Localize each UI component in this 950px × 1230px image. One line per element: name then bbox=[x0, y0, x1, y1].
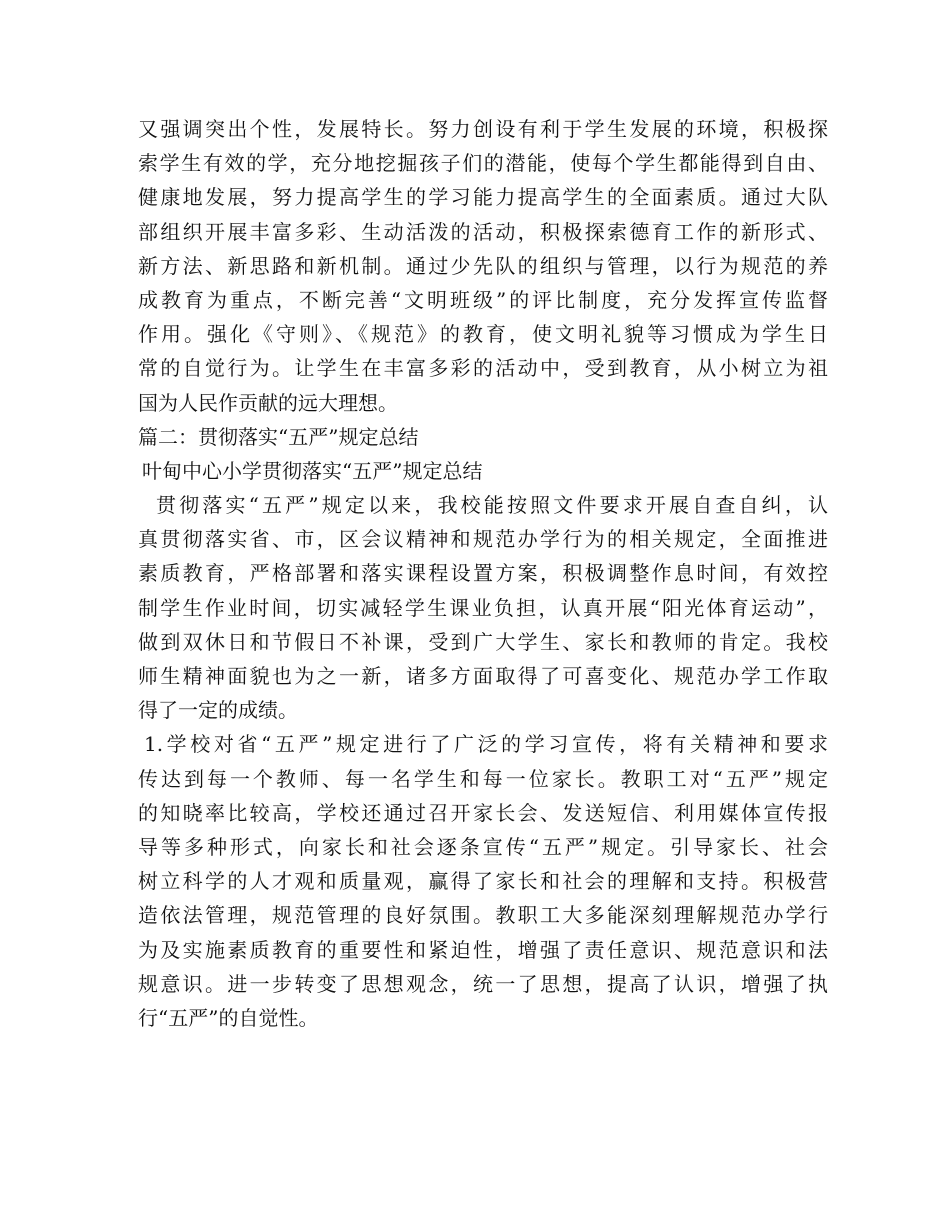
text-line: 导等多种形式，向家长和社会逐条宣传“五严”规定。引导家长、社会 bbox=[138, 834, 828, 859]
text-line: 传达到每一个教师、每一名学生和每一位家长。教职工对“五严”规定 bbox=[138, 766, 828, 791]
text-line: 素质教育，严格部署和落实课程设置方案，积极调整作息时间，有效控 bbox=[138, 561, 828, 586]
text-line: 贯彻落实“五严”规定以来，我校能按照文件要求开展自查自纠，认 bbox=[156, 493, 828, 518]
text-line: 得了一定的成绩。 bbox=[138, 698, 298, 723]
text-line: 1.学校对省“五严”规定进行了广泛的学习宣传，将有关精神和要求 bbox=[144, 732, 828, 757]
text-line: 成教育为重点，不断完善“文明班级”的评比制度，充分发挥宣传监督 bbox=[138, 287, 828, 312]
text-line: 健康地发展，努力提高学生的学习能力提高学生的全面素质。通过大队 bbox=[138, 185, 828, 210]
text-line: 新方法、新思路和新机制。通过少先队的组织与管理，以行为规范的养 bbox=[138, 253, 828, 278]
text-line: 行“五严”的自觉性。 bbox=[138, 1005, 319, 1030]
text-line: 树立科学的人才观和质量观，赢得了家长和社会的理解和支持。积极营 bbox=[138, 869, 828, 894]
text-line: 制学生作业时间，切实减轻学生课业负担，认真开展“阳光体育运动”， bbox=[138, 595, 828, 620]
section-heading: 篇二：贯彻落实“五严”规定总结 bbox=[138, 424, 419, 449]
text-line: 师生精神面貌也为之一新，诸多方面取得了可喜变化、规范办学工作取 bbox=[138, 664, 828, 688]
document-title: 叶甸中心小学贯彻落实“五严”规定总结 bbox=[142, 458, 483, 483]
text-line: 的知晓率比较高，学校还通过召开家长会、发送短信、利用媒体宣传报 bbox=[138, 800, 828, 825]
text-line: 又强调突出个性，发展特长。努力创设有利于学生发展的环境，积极探 bbox=[138, 117, 828, 141]
text-line: 索学生有效的学，充分地挖掘孩子们的潜能，使每个学生都能得到自由、 bbox=[138, 151, 828, 176]
text-line: 真贯彻落实省、市，区会议精神和规范办学行为的相关规定，全面推进 bbox=[138, 527, 828, 552]
text-line: 作用。强化《守则》、《规范》的教育，使文明礼貌等习惯成为学生日 bbox=[138, 322, 828, 347]
text-line: 做到双休日和节假日不补课，受到广大学生、家长和教师的肯定。我校 bbox=[138, 629, 828, 654]
text-line: 国为人民作贡献的远大理想。 bbox=[138, 390, 398, 415]
text-line: 造依法管理，规范管理的良好氛围。教职工大多能深刻理解规范办学行 bbox=[138, 903, 828, 928]
text-line: 为及实施素质教育的重要性和紧迫性，增强了责任意识、规范意识和法 bbox=[138, 937, 828, 962]
text-line: 部组织开展丰富多彩、生动活泼的活动，积极探索德育工作的新形式、 bbox=[138, 219, 828, 244]
text-line: 规意识。进一步转变了思想观念，统一了思想，提高了认识，增强了执 bbox=[138, 971, 828, 996]
text-line: 常的自觉行为。让学生在丰富多彩的活动中，受到教育，从小树立为祖 bbox=[138, 356, 828, 381]
document-body bbox=[138, 112, 828, 1035]
